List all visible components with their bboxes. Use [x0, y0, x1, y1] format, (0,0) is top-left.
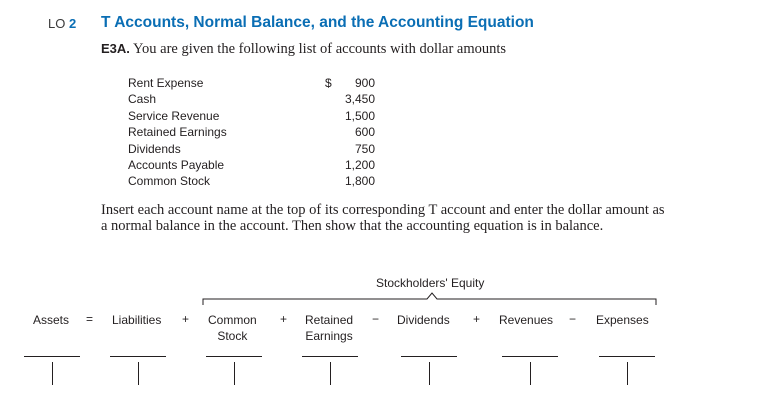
plus-sign: + — [182, 312, 190, 326]
lo-number: 2 — [68, 16, 77, 31]
account-name: Cash — [128, 92, 157, 107]
account-amount: 3,450 — [344, 92, 375, 107]
account-name: Service Revenue — [128, 108, 220, 123]
term-expenses: Expenses — [596, 313, 649, 327]
account-name: Rent Expense — [128, 76, 204, 90]
term-assets: Assets — [33, 313, 70, 327]
account-amount: 1,500 — [344, 108, 375, 123]
minus-sign: − — [372, 312, 380, 326]
instructions-paragraph: Insert each account name at the top of its corresponding T account and enter the dollar amount as a normal balance in the account. Then show that the accounting equation is in balance. — [101, 202, 665, 235]
account-name: Retained Earnings — [128, 125, 227, 140]
account-amount: 1,200 — [344, 158, 375, 173]
term-common-line1: Common — [208, 313, 257, 327]
term-liabilities: Liabilities — [112, 313, 162, 327]
t-account-revenues — [502, 357, 558, 386]
exercise-id: E3A. — [101, 41, 130, 56]
t-account-common-stock — [206, 357, 262, 386]
term-common-line2: Stock — [217, 329, 248, 343]
account-amount: 600 — [354, 125, 375, 140]
account-name: Accounts Payable — [128, 158, 225, 173]
t-account-assets — [24, 357, 80, 386]
plus-sign: + — [473, 312, 481, 326]
plus-sign: + — [280, 312, 288, 326]
lo-prefix: LO — [48, 16, 66, 31]
term-retained-line2: Earnings — [305, 329, 353, 343]
account-name: Common Stock — [128, 174, 211, 189]
t-account-retained-earnings — [302, 357, 358, 386]
account-amount: 750 — [354, 141, 375, 156]
equals-sign: = — [86, 312, 94, 326]
section-heading: T Accounts, Normal Balance, and the Accounting Equation — [101, 14, 534, 31]
term-dividends: Dividends — [397, 313, 450, 327]
t-account-liabilities — [110, 357, 166, 386]
account-name: Dividends — [128, 141, 181, 156]
stockholders-equity-label: Stockholders' Equity — [376, 276, 485, 290]
t-account-expenses — [599, 357, 655, 386]
exercise-intro-text: You are given the following list of accounts with dollar amounts — [129, 41, 507, 57]
t-account-dividends — [401, 357, 457, 386]
term-revenues: Revenues — [499, 313, 554, 327]
currency-symbol: $ — [325, 76, 332, 90]
term-retained-line1: Retained — [305, 313, 354, 327]
amount-value: 900 — [354, 76, 375, 90]
minus-sign: − — [569, 312, 577, 326]
account-amount: 1,800 — [344, 174, 375, 189]
